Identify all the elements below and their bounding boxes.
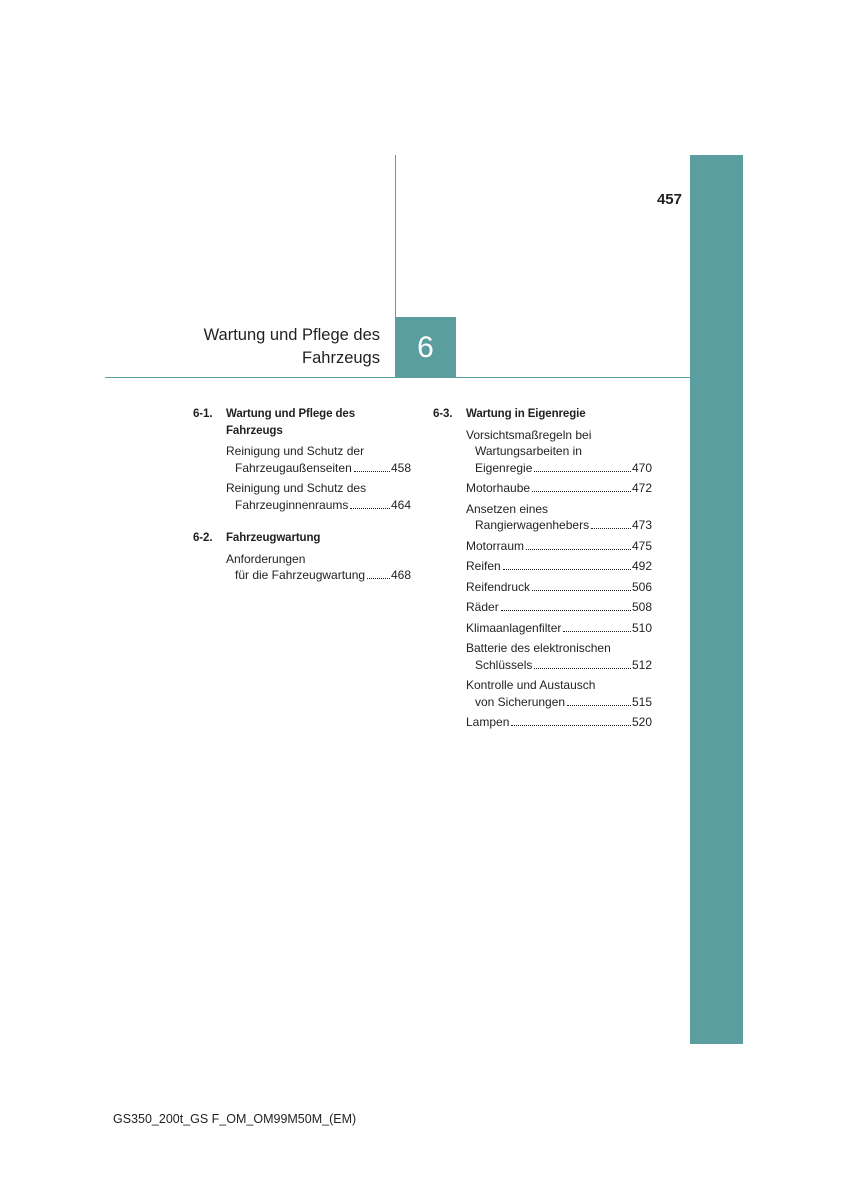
toc-entry-text: Fahrzeuginnenraums — [235, 497, 349, 512]
chapter-title — [100, 324, 380, 370]
toc-entry-leader-line — [466, 480, 652, 497]
toc-entry[interactable] — [466, 620, 652, 637]
toc-entry[interactable] — [466, 427, 652, 477]
page-number: 457 — [656, 191, 682, 208]
toc-entry[interactable] — [226, 443, 411, 476]
toc-entry[interactable] — [466, 480, 652, 497]
section-heading — [193, 530, 411, 547]
toc-entry-text: Reifen — [466, 559, 501, 573]
toc-page-number: 515 — [631, 694, 652, 709]
toc-entry[interactable] — [466, 501, 652, 534]
dot-leader — [367, 578, 390, 579]
chapter-title-line1: Wartung und Pflege des — [203, 326, 380, 344]
section-title: Fahrzeugwartung — [226, 532, 321, 544]
section-title: Wartung und Pflege des Fahrzeugs — [226, 408, 355, 437]
toc-entry[interactable] — [466, 714, 652, 731]
toc-entry[interactable] — [466, 558, 652, 575]
section-title: Wartung in Eigenregie — [466, 408, 586, 420]
dot-leader — [511, 725, 631, 726]
toc-page-number: 458 — [390, 460, 411, 475]
toc-entry-leader-line — [466, 694, 652, 711]
toc-entry-text: Wartungsarbeiten in — [475, 444, 582, 458]
section-number: 6-2. — [193, 532, 213, 544]
dot-leader — [503, 569, 631, 570]
vertical-divider — [395, 155, 396, 317]
toc-entry-text: Anforderungen — [226, 551, 306, 566]
toc-page-number: 520 — [631, 715, 652, 729]
toc-page-number: 510 — [631, 620, 652, 635]
toc-entry-text: Reifendruck — [466, 579, 531, 594]
toc-entry-leader-line — [466, 517, 652, 534]
toc-page-number: 508 — [631, 600, 652, 614]
toc-entry-text: Lampen — [466, 715, 510, 729]
toc-entry-leader-line — [466, 579, 652, 596]
toc-entry-leader-line — [466, 620, 652, 637]
toc-entry[interactable] — [466, 677, 652, 710]
toc-entry-text: Klimaanlagenfilter — [466, 620, 562, 635]
dot-leader — [534, 668, 631, 669]
dot-leader — [591, 528, 631, 529]
toc-entry-text: Reinigung und Schutz der — [226, 444, 365, 458]
chapter-title-line2: Fahrzeugs — [302, 349, 380, 367]
toc-entry-leader-line — [466, 714, 652, 731]
toc-entry-leader-line — [226, 460, 411, 477]
toc-entry-leader-line — [466, 460, 652, 477]
toc-page-number: 464 — [390, 497, 411, 512]
toc-page-number: 472 — [631, 481, 652, 495]
toc-page-number: 475 — [631, 538, 652, 553]
section-heading — [433, 406, 652, 423]
toc-entry-text: für die Fahrzeugwartung — [235, 568, 366, 582]
toc-entry-text: Fahrzeugaußenseiten — [235, 460, 352, 475]
chapter-number: 6 — [417, 330, 434, 364]
toc-entry[interactable] — [226, 480, 411, 513]
toc-entry-leader-line — [466, 538, 652, 555]
toc-page-number: 492 — [631, 559, 652, 573]
toc-entry-text: Reinigung und Schutz des — [226, 481, 367, 495]
toc-page-number: 468 — [390, 568, 411, 582]
toc-entry-leader-line — [226, 497, 411, 514]
toc-entry-leader-line — [466, 558, 652, 575]
dot-leader — [534, 471, 631, 472]
toc-entry-text: Vorsichtsmaßregeln bei — [466, 427, 592, 442]
toc-entry-text: Kontrolle und Austausch — [466, 678, 596, 692]
section-spacer — [193, 517, 411, 530]
dot-leader — [354, 471, 390, 472]
toc-entry[interactable] — [466, 640, 652, 673]
toc-entry-text: Batterie des elektronischen — [466, 641, 611, 655]
chapter-number-box — [395, 317, 456, 378]
toc-entry-text: Motorhaube — [466, 481, 531, 495]
toc-column-left — [193, 406, 411, 588]
toc-page-number: 512 — [631, 657, 652, 672]
toc-entry[interactable] — [466, 599, 652, 616]
toc-page-number: 506 — [631, 579, 652, 594]
dot-leader — [526, 549, 631, 550]
toc-entry-leader-line — [466, 657, 652, 674]
toc-entry-text: Motorraum — [466, 538, 525, 553]
footer-code: GS350_200t_GS F_OM_OM99M50M_(EM) — [113, 1112, 357, 1126]
dot-leader — [567, 705, 631, 706]
toc-entry-text: Räder — [466, 600, 499, 614]
chapter-side-tab — [690, 155, 743, 1044]
toc-entry-text: Rangierwagenhebers — [475, 518, 590, 532]
section-number: 6-1. — [193, 408, 213, 420]
toc-entry-text: Schlüssels — [475, 657, 533, 672]
toc-page-number: 473 — [631, 518, 652, 532]
toc-entry-text: von Sicherungen — [475, 694, 566, 709]
toc-entry-text: Ansetzen eines — [466, 501, 549, 516]
dot-leader — [350, 508, 390, 509]
toc-entry[interactable] — [226, 551, 411, 584]
toc-entry[interactable] — [466, 579, 652, 596]
dot-leader — [563, 631, 631, 632]
section-heading — [193, 406, 411, 439]
toc-entry-leader-line — [466, 599, 652, 616]
section-number: 6-3. — [433, 408, 453, 420]
dot-leader — [501, 610, 631, 611]
toc-entry-text: Eigenregie — [475, 460, 533, 475]
dot-leader — [532, 491, 631, 492]
dot-leader — [532, 590, 631, 591]
toc-entry-leader-line — [226, 567, 411, 584]
toc-page-number: 470 — [631, 460, 652, 475]
toc-entry[interactable] — [466, 538, 652, 555]
toc-column-right — [433, 406, 652, 735]
